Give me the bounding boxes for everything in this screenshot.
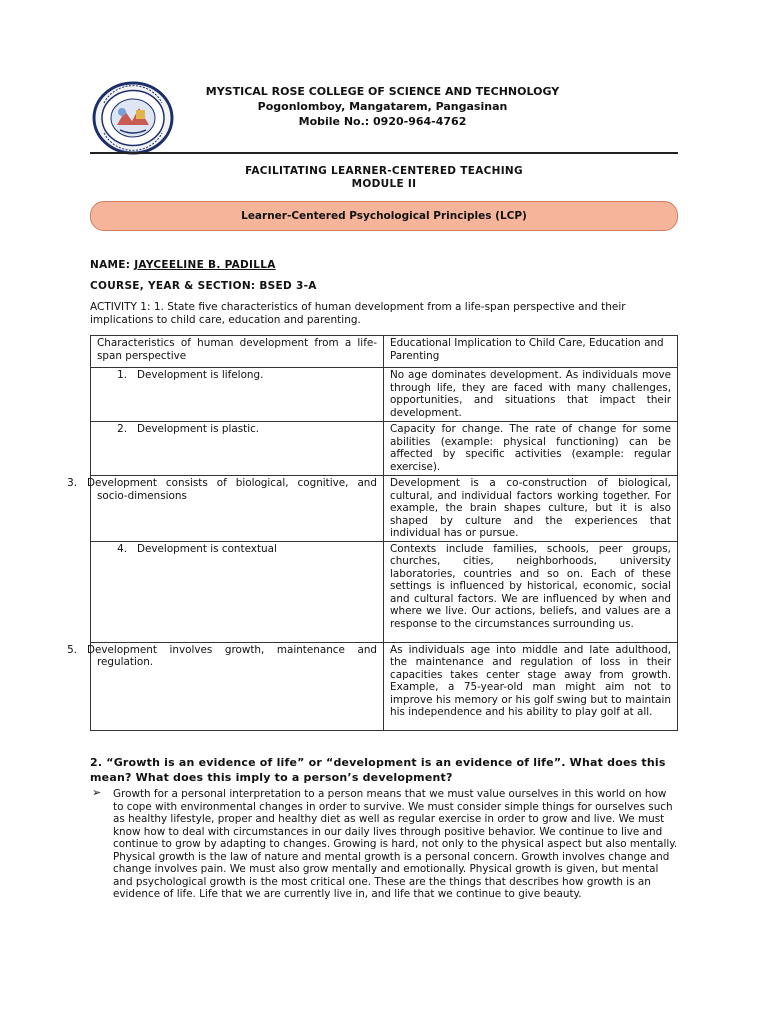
- school-seal-icon: [92, 81, 174, 155]
- table-header-characteristics: Characteristics of human development from a life-span perspective: [91, 336, 384, 368]
- name-value: JAYCEELINE B. PADILLA: [134, 259, 276, 271]
- answer-2: [90, 788, 680, 901]
- characteristic-cell: 2. Development is plastic.: [91, 422, 384, 476]
- implication-cell: No age dominates development. As individuals move through life, they are faced with many challenges, opportunities, and situations that impact their development.: [384, 368, 678, 422]
- name-label: NAME:: [90, 259, 131, 271]
- topic-banner: Learner-Centered Psychological Principles (LCP): [90, 201, 678, 231]
- student-name-field: [90, 259, 276, 271]
- school-mobile: Mobile No.: 0920-964-4762: [298, 115, 467, 128]
- course-heading: [90, 165, 678, 191]
- school-address: Pogonlomboy, Mangatarem, Pangasinan: [257, 100, 508, 113]
- characteristic-cell: 5. Development involves growth, maintenance and regulation.: [91, 642, 384, 730]
- section-label: COURSE, YEAR & SECTION:: [90, 280, 256, 292]
- implication-cell: Contexts include families, schools, peer groups, churches, cities, neighborhoods, university laboratories, countries and so on. Each of these settings is influenced by historical, economic, social and cultural factors. We are influenced by when and where we live. Our actions, beliefs, and values are a response to the circumstances surrounding us.: [384, 541, 678, 642]
- section-value: BSED 3-A: [259, 280, 317, 292]
- table-row: [91, 476, 678, 542]
- implication-cell: As individuals age into middle and late adulthood, the maintenance and regulation of loss in their capacities takes center stage away from growth. Example, a 75-year-old man might aim not to improve his memory or his golf swing but to maintain his independence and his ability to play golf at all.: [384, 642, 678, 730]
- table-row: [91, 642, 678, 730]
- table-row: [91, 368, 678, 422]
- lcp-table: [67, 335, 678, 731]
- course-title: FACILITATING LEARNER-CENTERED TEACHING: [245, 165, 523, 177]
- table-header-row: [91, 336, 678, 368]
- course-section-field: [90, 280, 317, 292]
- school-header: [180, 84, 585, 129]
- characteristic-cell: 1. Development is lifelong.: [91, 368, 384, 422]
- school-name: MYSTICAL ROSE COLLEGE OF SCIENCE AND TECHNOLOGY: [205, 85, 560, 98]
- table-row: [91, 541, 678, 642]
- table-row: [91, 422, 678, 476]
- characteristic-cell: 3. Development consists of biological, cognitive, and socio-dimensions: [91, 476, 384, 542]
- implication-cell: Capacity for change. The rate of change for some abilities (example: physical functioning) can be affected by specific activities (example: regular exercise).: [384, 422, 678, 476]
- arrow-bullet-icon: ➢: [92, 786, 102, 799]
- characteristic-cell: 4. Development is contextual: [91, 541, 384, 642]
- question-2: 2. “Growth is an evidence of life” or “development is an evidence of life”. What does this mean? What does this imply to a person’s development?: [90, 756, 666, 784]
- answer-2-text: Growth for a personal interpretation to a person means that we must value ourselves in this world on how to cope with environmental changes in order to survive. We must consider simple things for ourselves such as healthy lifestyle, proper and healthy diet as well as regular exercise in order to grow and live. We must know how to deal with circumstances in our daily lives through positive behavior. We continue to live and continue to grow by adapting to changes. Growing is hard, not only to the physical aspect but also mentally. Physical growth is the law of nature and mental growth is a personal concern. Growth involves change and change involves pain. We must also grow mentally and emotionally. Physical growth is given, but mental and psychological growth is the most critical one. These are the things that describes how growth is an evidence of life. Life that we are currently live in, and life that we continue to give beauty.: [113, 788, 678, 900]
- activity-1-prompt: ACTIVITY 1: 1. State five characteristics of human development from a life-span perspective and their implications to child care, education and parenting.: [90, 301, 626, 326]
- header-divider: [90, 152, 678, 154]
- implication-cell: Development is a co-construction of biological, cultural, and individual factors working together. For example, the brain shapes culture, but it is also shaped by culture and the experiences that individual has or pursue.: [384, 476, 678, 542]
- module-label: MODULE II: [351, 178, 417, 190]
- table-header-implications: Educational Implication to Child Care, Education and Parenting: [384, 336, 678, 368]
